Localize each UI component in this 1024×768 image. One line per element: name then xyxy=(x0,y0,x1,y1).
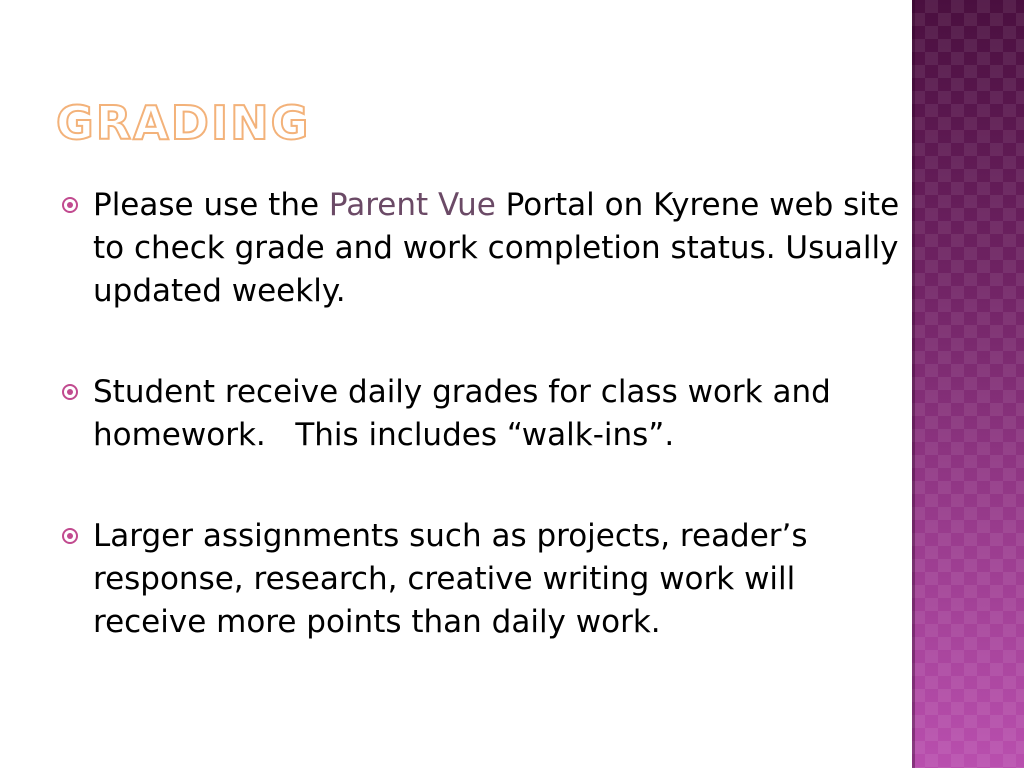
side-band-edge xyxy=(912,0,915,768)
bullet-icon xyxy=(62,384,78,400)
decorative-side-band xyxy=(912,0,1024,768)
bullet-icon xyxy=(62,528,78,544)
parent-vue-highlight: Parent Vue xyxy=(328,187,496,223)
diamond-pattern xyxy=(912,0,1024,768)
bullet-text-end: Portal on Kyrene web site to check grade and work completion status. Usually updated weekly. xyxy=(93,187,900,309)
bullet-item-larger-assignments xyxy=(60,515,900,644)
bullet-item-daily-grades xyxy=(60,371,900,457)
slide-title: GRADING xyxy=(56,96,311,150)
bullet-text: Student receive daily grades for class work and homework. This includes “walk-ins”. xyxy=(93,374,841,453)
bullet-item-parent-vue xyxy=(60,184,900,313)
bullet-text: Larger assignments such as projects, reader’s response, research, creative writing work will receive more points than daily work. xyxy=(93,518,808,640)
bullet-text-start: Please use the xyxy=(93,187,329,223)
bullet-list xyxy=(60,184,900,644)
bullet-icon xyxy=(62,197,78,213)
